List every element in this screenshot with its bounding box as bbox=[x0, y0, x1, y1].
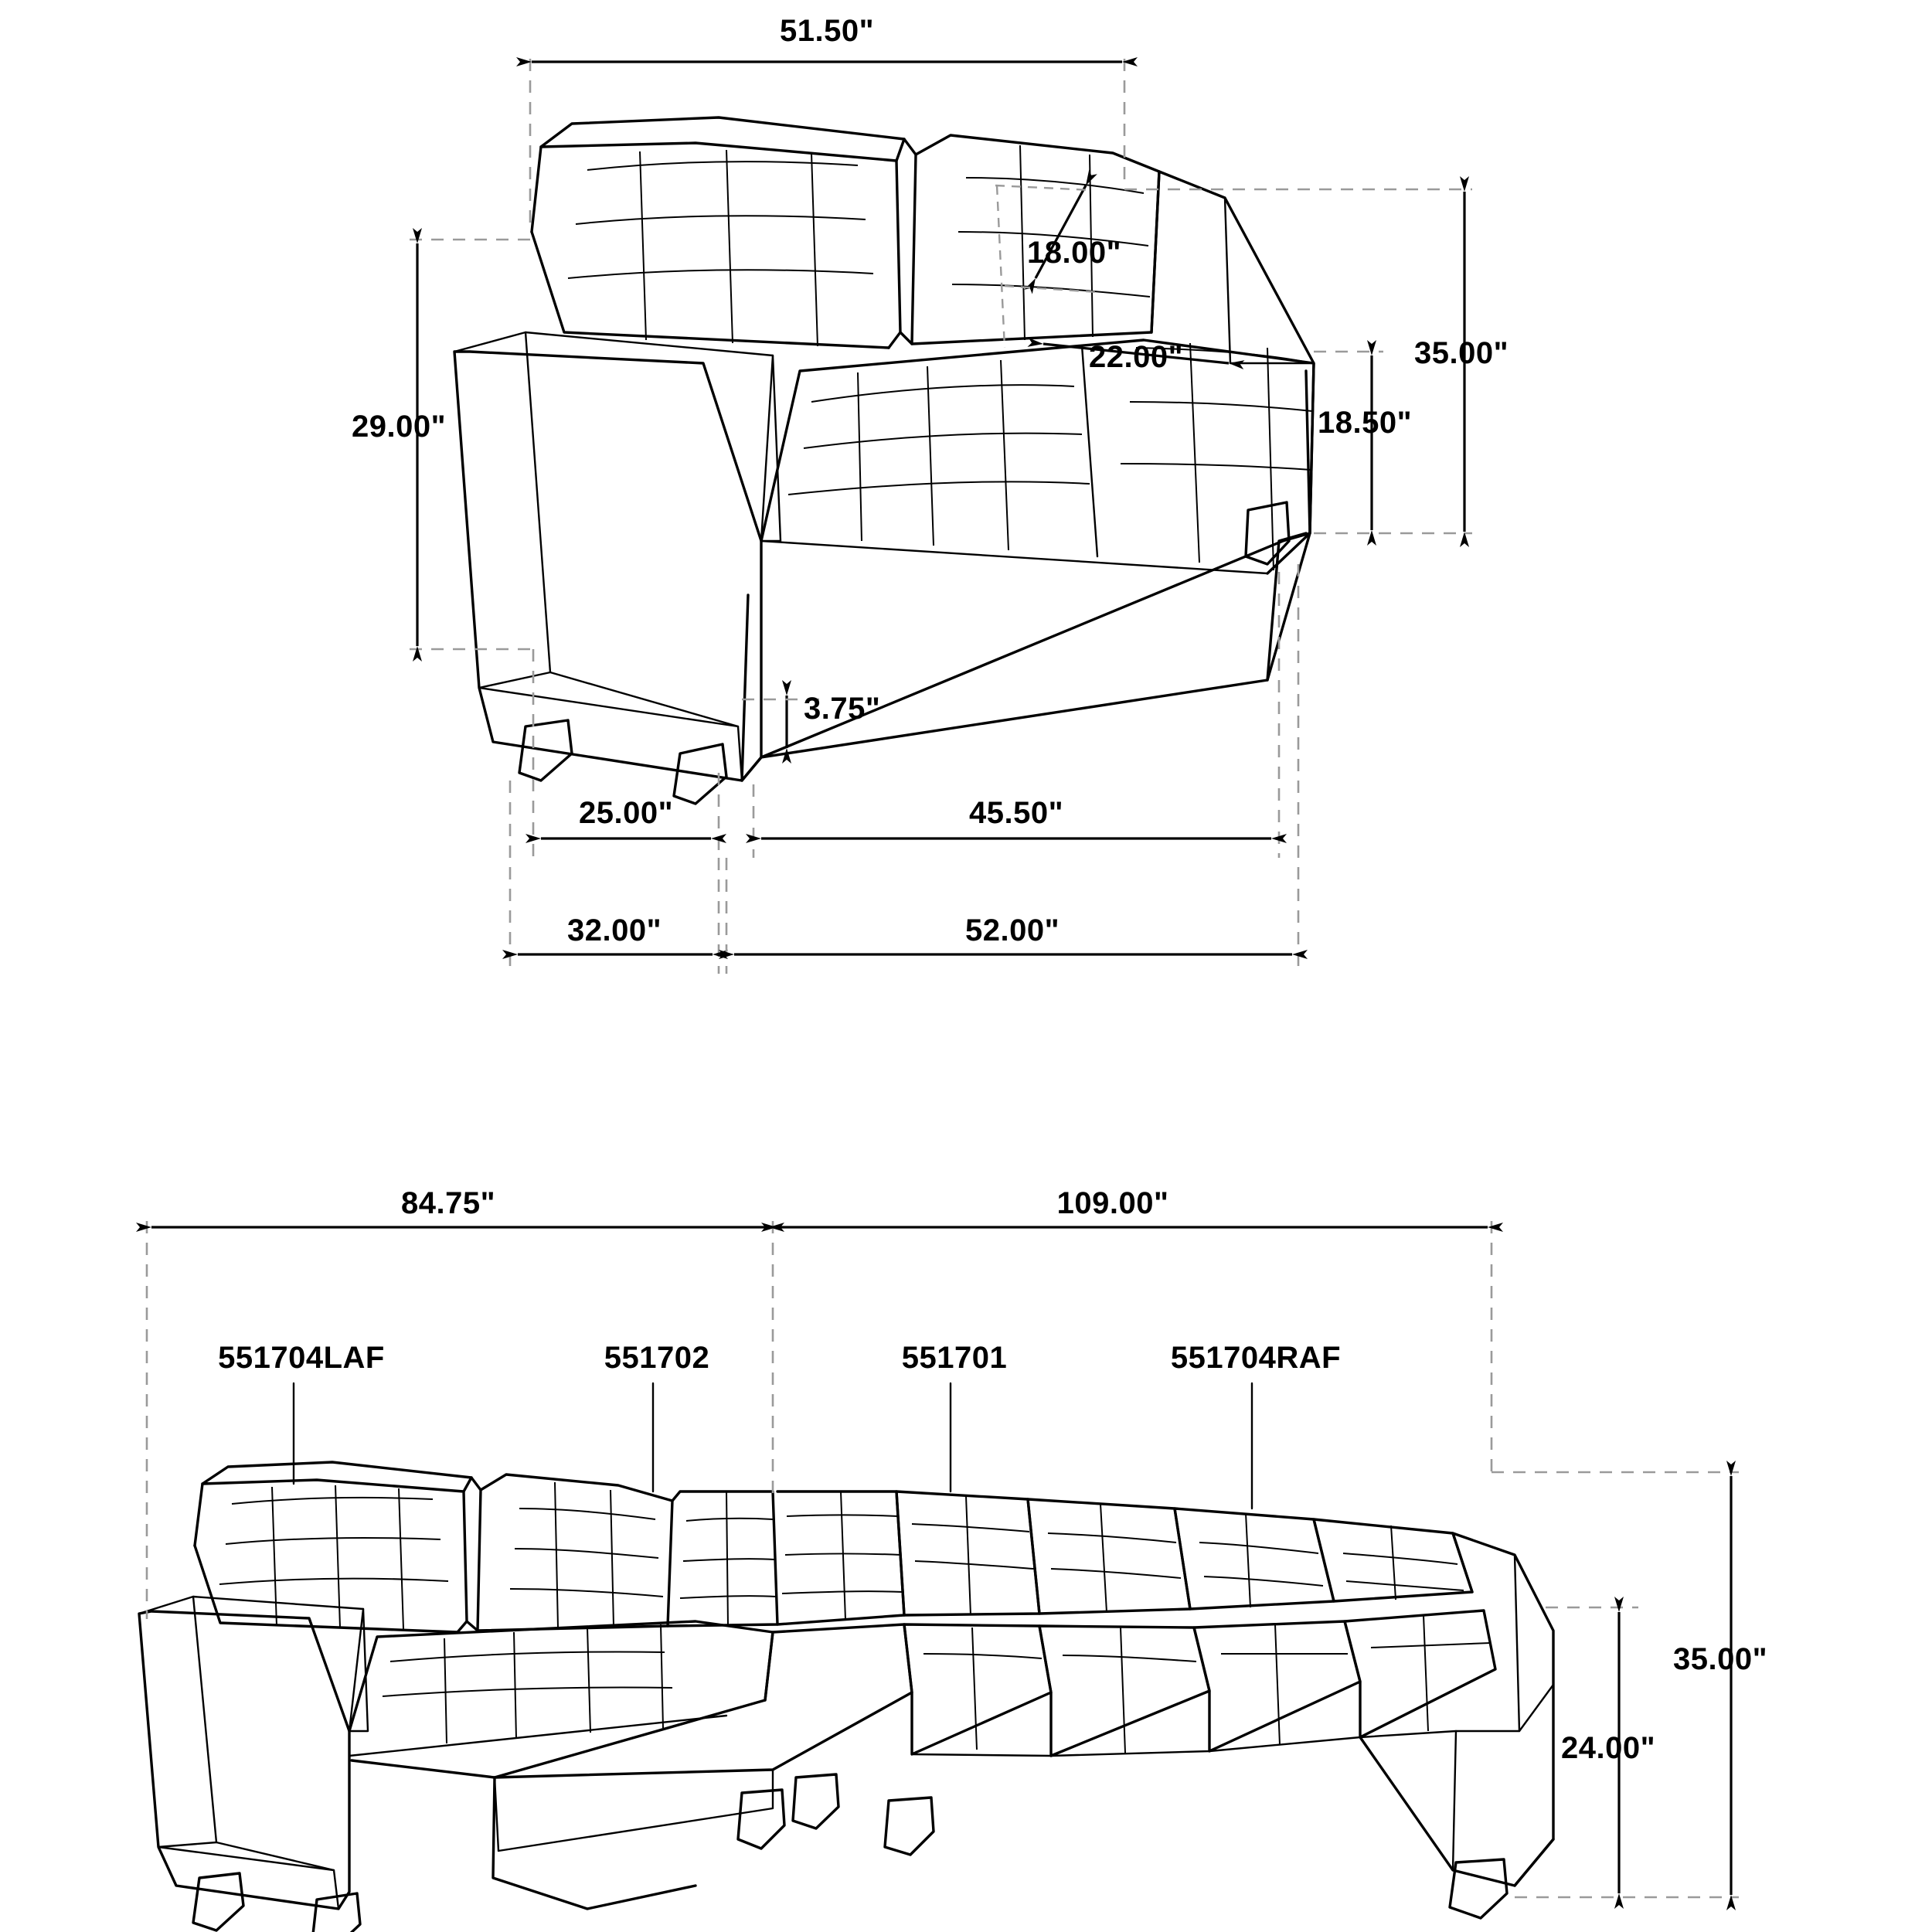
part-code-raf: 551704RAF bbox=[1170, 1341, 1342, 1375]
dim-label-overall-height: 35.00" bbox=[1414, 336, 1509, 370]
dim-label-cushion-depth: 18.00" bbox=[1026, 236, 1122, 270]
sectional-illustration bbox=[139, 1462, 1553, 1932]
dim-label-sectional-back-height: 24.00" bbox=[1561, 1731, 1656, 1765]
dim-label-right-section-width: 109.00" bbox=[1056, 1186, 1169, 1220]
part-code-laf: 551704LAF bbox=[218, 1341, 385, 1375]
dim-label-overall-width: 52.00" bbox=[964, 913, 1060, 947]
dim-label-sectional-overall-height: 35.00" bbox=[1673, 1642, 1768, 1676]
dim-label-seat-depth: 22.00" bbox=[1088, 340, 1184, 374]
dim-label-back-width: 51.50" bbox=[779, 14, 875, 48]
dim-label-leg-height: 3.75" bbox=[804, 692, 881, 726]
part-code-armless: 551702 bbox=[604, 1341, 710, 1375]
sofa-illustration bbox=[454, 117, 1314, 804]
dim-label-side-depth: 25.00" bbox=[578, 796, 674, 830]
dim-label-inside-width: 45.50" bbox=[968, 796, 1064, 830]
dim-label-arm-height: 29.00" bbox=[352, 410, 447, 444]
dim-label-seat-height: 18.50" bbox=[1318, 406, 1413, 440]
dim-label-overall-depth: 32.00" bbox=[566, 913, 662, 947]
part-code-corner: 551701 bbox=[901, 1341, 1008, 1375]
dim-label-left-section-width: 84.75" bbox=[400, 1186, 496, 1220]
